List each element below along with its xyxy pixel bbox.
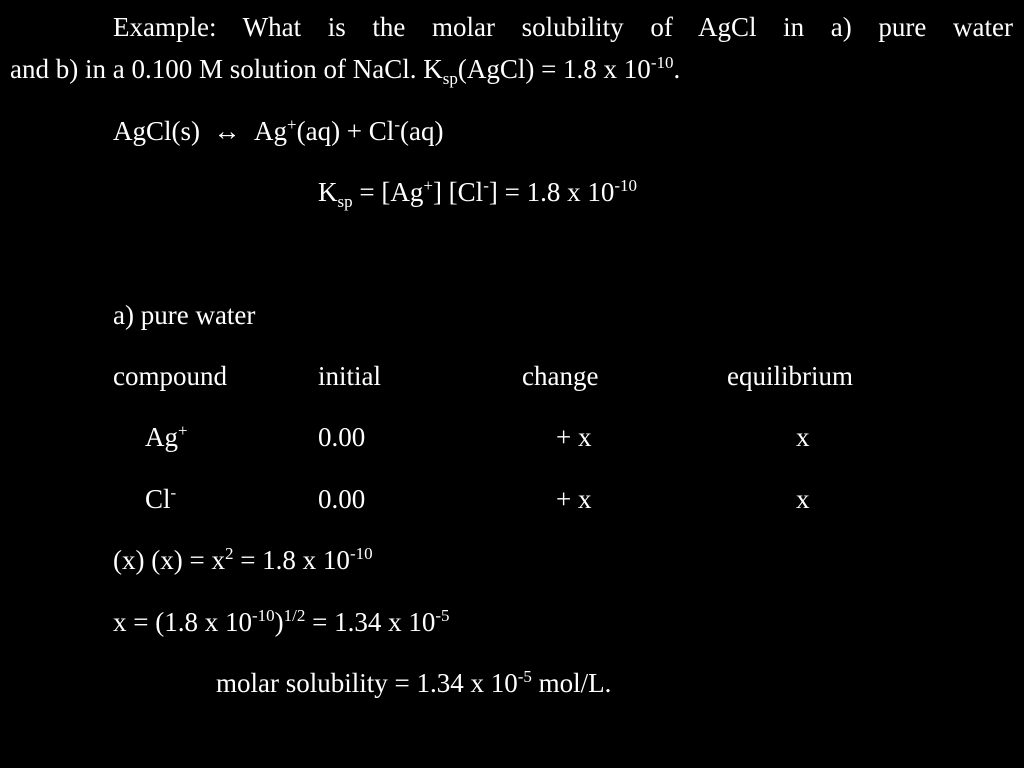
header-initial: initial (318, 361, 381, 391)
change-cell: + x (556, 484, 592, 514)
change-cell: + x (556, 422, 592, 452)
problem-statement-line-1 (113, 12, 1013, 43)
molar-solubility-result: molar solubility = 1.34 x $10^{-5}$ mol/L. (216, 667, 612, 698)
problem-text-1: Example: What is the molar solubility of AgCl in a) pure water (113, 12, 1013, 42)
problem-statement-line-2: and b) in a 0.100 M solution of NaCl. $K_{sp}(AgCl) = 1.8$ x $10^{-10}$. (10, 53, 681, 88)
equilibrium-arrow-icon: ↔ (213, 116, 241, 146)
header-change: change (522, 361, 599, 391)
header-equilibrium: equilibrium (727, 361, 853, 391)
compound-cell: Cl- (145, 483, 177, 514)
equation-x-squared: (x) $(x) = x^2 = 1.8$ x $10^{-10}$ (113, 544, 373, 575)
initial-cell: 0.00 (318, 422, 366, 452)
compound-cell: Ag+ (145, 421, 188, 452)
equation-x-solution: x = (1.8 x $10^{-10})^{1/2} = 1.34$ x $10^{-5}$ (113, 606, 450, 637)
header-compound: compound (113, 361, 227, 391)
equilibrium-cell: x (796, 484, 810, 514)
section-a-heading: a) pure water (113, 300, 256, 330)
ksp-expression: $K_{sp} = [Ag^+] [Cl^-] = 1.8$ x $10^{-10}$ (318, 176, 637, 211)
initial-cell: 0.00 (318, 484, 366, 514)
dissolution-reaction: AgCl(s) ↔ Ag+(aq) + Cl-(aq) (113, 115, 444, 146)
equilibrium-cell: x (796, 422, 810, 452)
